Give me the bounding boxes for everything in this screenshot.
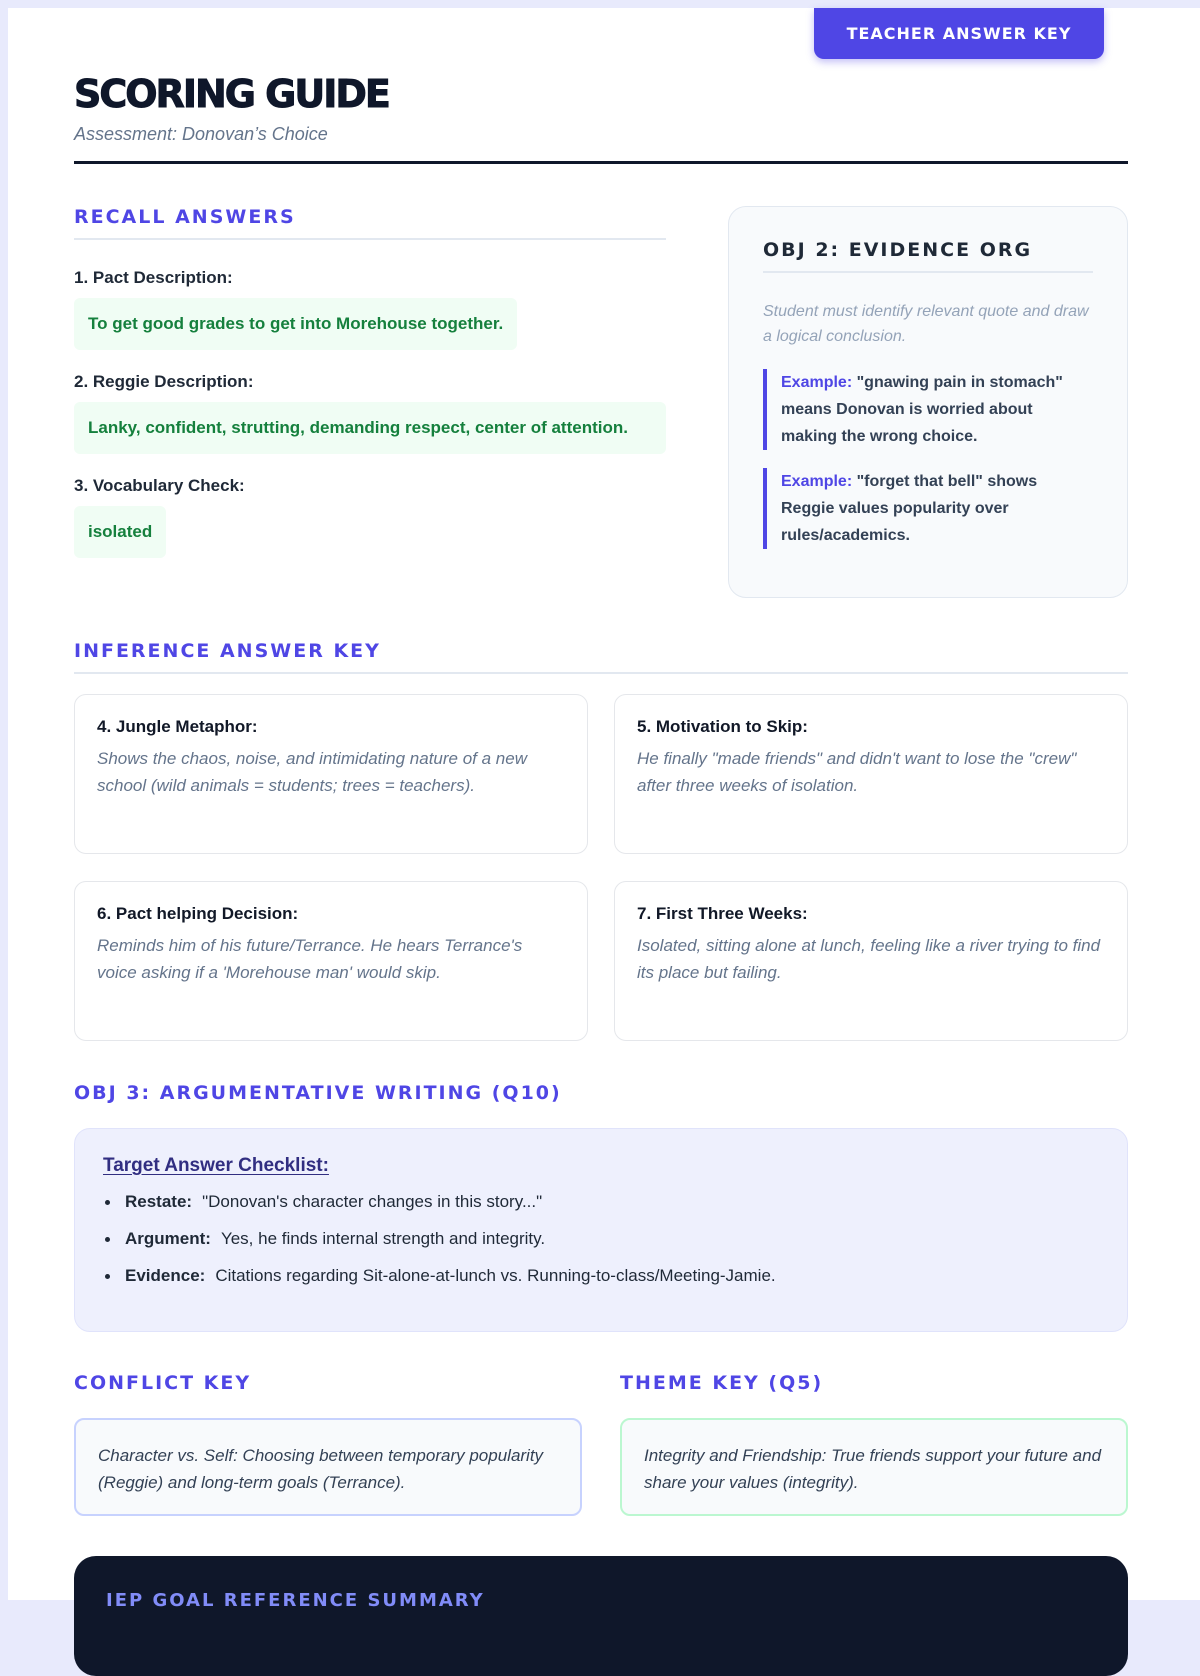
inference-card	[74, 694, 588, 854]
recall-question-label: 3. Vocabulary Check:	[74, 476, 245, 495]
example-text: "forget that bell" shows Reggie values popularity over rules/academics.	[781, 473, 1038, 544]
inference-card	[614, 881, 1128, 1041]
checklist-item-key: Argument:	[125, 1229, 211, 1248]
checklist-item-text: Citations regarding Sit-alone-at-lunch vs. Running-to-class/Meeting-Jamie.	[215, 1266, 776, 1285]
inference-heading: INFERENCE ANSWER KEY	[74, 640, 1128, 674]
answer-key-page	[8, 8, 1200, 1611]
checklist-item-key: Evidence:	[125, 1266, 206, 1285]
answer-checklist	[74, 1128, 1128, 1332]
checklist-list	[103, 1191, 1099, 1287]
inference-card-title: 4. Jungle Metaphor:	[97, 717, 258, 736]
inference-card-title: 5. Motivation to Skip:	[637, 717, 808, 736]
conflict-box: Character vs. Self: Choosing between temporary popularity (Reggie) and long-term goals (Terrance).	[74, 1418, 582, 1516]
recall-heading: RECALL ANSWERS	[74, 206, 666, 240]
checklist-title: Target Answer Checklist:	[103, 1155, 329, 1176]
inference-card	[614, 694, 1128, 854]
teacher-answer-key-badge: TEACHER ANSWER KEY	[814, 8, 1104, 59]
obj3-heading: OBJ 3: ARGUMENTATIVE WRITING (Q10)	[74, 1082, 562, 1104]
checklist-item-key: Restate:	[125, 1192, 193, 1211]
inference-card-body: Reminds him of his future/Terrance. He hears Terrance's voice asking if a 'Morehouse man' would skip.	[97, 936, 523, 982]
page-title: SCORING GUIDE	[74, 72, 389, 116]
checklist-item-text: Yes, he finds internal strength and integrity.	[220, 1229, 546, 1248]
conflict-heading: CONFLICT KEY	[74, 1372, 252, 1394]
inference-card	[74, 881, 588, 1041]
checklist-item	[103, 1191, 1099, 1213]
header-divider	[74, 161, 1128, 164]
theme-heading: THEME KEY (Q5)	[620, 1372, 824, 1394]
example-label: Example:	[781, 374, 853, 391]
evidence-note: Student must identify relevant quote and draw a logical conclusion.	[763, 303, 1089, 345]
checklist-item	[103, 1265, 1099, 1287]
inference-card-body: Isolated, sitting alone at lunch, feeling like a river trying to find its place but failing.	[637, 936, 1101, 982]
evidence-example	[763, 468, 1093, 549]
page-subtitle: Assessment: Donovan’s Choice	[74, 124, 328, 144]
example-text: "gnawing pain in stomach" means Donovan is worried about making the wrong choice.	[781, 374, 1063, 445]
iep-heading: IEP GOAL REFERENCE SUMMARY	[106, 1590, 485, 1611]
recall-answer: isolated	[74, 506, 166, 558]
example-label: Example:	[781, 473, 853, 490]
inference-card-title: 7. First Three Weeks:	[637, 904, 808, 923]
theme-box: Integrity and Friendship: True friends support your future and share your values (integrity).	[620, 1418, 1128, 1516]
recall-item	[74, 372, 666, 454]
recall-item	[74, 476, 666, 558]
inference-card-title: 6. Pact helping Decision:	[97, 904, 299, 923]
recall-section	[74, 206, 666, 558]
inference-card-body: He finally "made friends" and didn't want to lose the "crew" after three weeks of isolation.	[637, 749, 1077, 795]
evidence-panel	[728, 206, 1128, 598]
inference-card-body: Shows the chaos, noise, and intimidating nature of a new school (wild animals = students; trees = teachers).	[97, 749, 527, 795]
recall-answer: Lanky, confident, strutting, demanding respect, center of attention.	[74, 402, 666, 454]
evidence-heading: OBJ 2: EVIDENCE ORG	[763, 239, 1093, 273]
recall-item	[74, 268, 666, 350]
recall-answer: To get good grades to get into Morehouse together.	[74, 298, 517, 350]
recall-question-label: 1. Pact Description:	[74, 268, 233, 287]
checklist-item-text: "Donovan's character changes in this story..."	[202, 1192, 543, 1211]
checklist-item	[103, 1228, 1099, 1250]
evidence-example	[763, 369, 1093, 450]
iep-summary-panel	[74, 1556, 1128, 1676]
recall-question-label: 2. Reggie Description:	[74, 372, 254, 391]
